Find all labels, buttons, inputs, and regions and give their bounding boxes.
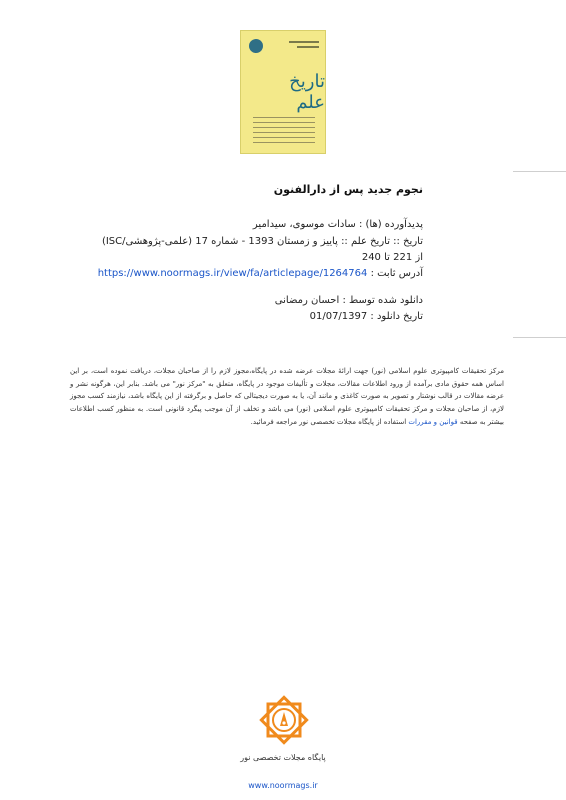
cover-title: تاریخ علم (289, 71, 325, 113)
permalink-label: آدرس ثابت : (370, 268, 423, 279)
noormags-logo-icon (254, 690, 314, 750)
notice-text: مرکز تحقیقات کامپیوتری علوم اسلامی (نور) جهت ارائۀ مجلات عرضه شده در پایگاه،مجوز لازم را از صاحبان مجلات، دریافت نموده است، بر این اساس همه حقوق مادی برآمده از ورود اطلاعات مقالات، مجلات و تألیفات موجود در پایگاه، متعلق به "مرکز نور" می باشد. بنابر این، هرگونه نشر و عرضه مقالات در قالب نوشتار و تصویر به صورت کاغذی و مانند آن، یا به صورت دیجیتالی که حاصل و برگرفته از این پایگاه باشد، نیازمند کسب مجوز لازم، از صاحبان مجلات و مرکز تحقیقات کامپیوتری علوم اسلامی (نور) می باشد و تخلف از آن موجب پیگرد قانونی است. به منظور کسب اطلاعات بیشتر به صفحه (70, 367, 504, 426)
article-authors: پدیدآورده (ها) : سادات موسوی، سیدامیر (252, 219, 423, 230)
article-source: تاریخ :: تاریخ علم :: پاییز و زمستان 1393 - شماره 17 (علمی-پژوهشی/ISC) (101, 236, 423, 247)
footer-site-link[interactable]: www.noormags.ir (248, 781, 318, 790)
notice-suffix: استفاده از پایگاه مجلات تخصصی نور مراجعه فرمائید. (250, 417, 407, 426)
article-title: نجوم جدید پس از دارالفنون (273, 183, 423, 196)
article-pages: از 221 تا 240 (361, 252, 423, 263)
permalink-link[interactable]: https://www.noormags.ir/view/fa/articlepage/1264764 (97, 268, 368, 279)
copyright-notice (70, 365, 504, 429)
journal-cover-image (240, 30, 326, 154)
download-date: تاریخ دانلود : 01/07/1397 (309, 311, 423, 322)
downloaded-by: دانلود شده توسط : احسان رمضانی (274, 295, 423, 306)
article-permalink (98, 266, 423, 282)
divider (513, 337, 566, 338)
rules-link[interactable]: قوانین و مقررات (408, 417, 458, 426)
divider (513, 171, 566, 172)
footer-site-name: پایگاه مجلات تخصصی نور (240, 753, 326, 762)
university-emblem-icon (249, 39, 263, 53)
